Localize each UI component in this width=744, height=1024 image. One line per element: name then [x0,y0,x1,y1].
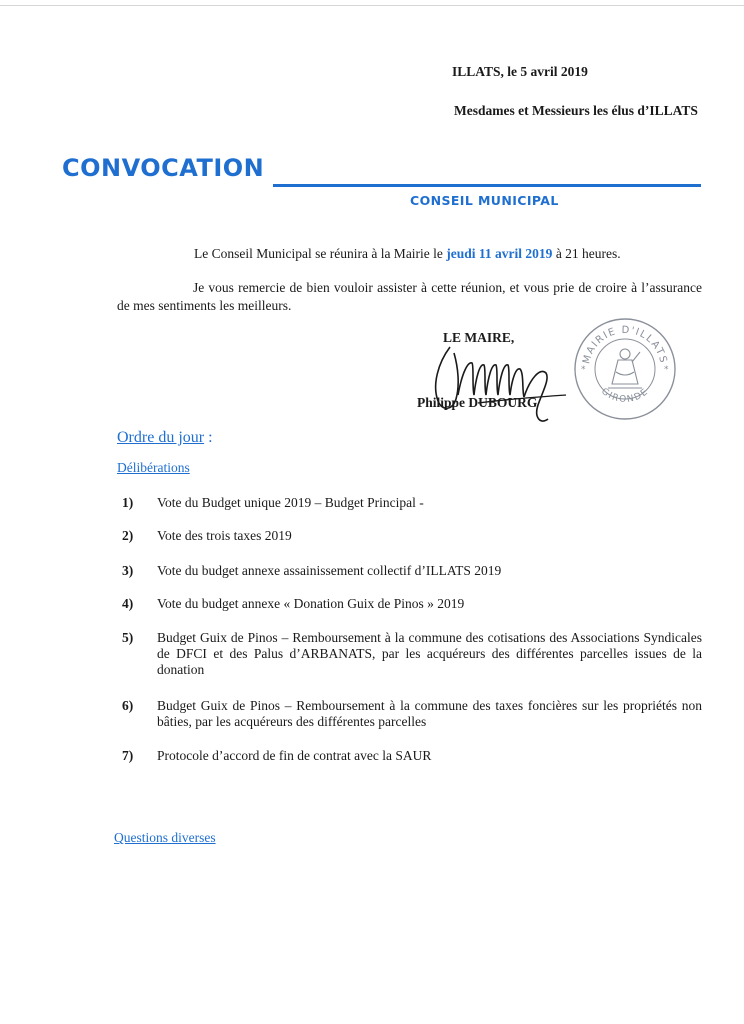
agenda-item-text: Vote du budget annexe assainissement collectif d’ILLATS 2019 [157,563,502,578]
agenda-item-text: Protocole d’accord de fin de contrat avec la SAUR [157,748,432,763]
agenda-item-number: 7) [122,748,134,763]
questions-diverses-heading: Questions diverses [114,830,216,845]
agenda-heading [117,429,213,447]
agenda-item-number: 5) [122,630,134,645]
agenda-item-number: 6) [122,698,134,713]
stamp-bottom-text: GIRONDE [599,386,651,405]
recipients-line: Mesdames et Messieurs les élus d’ILLATS [454,103,698,118]
agenda-item-text: Budget Guix de Pinos – Remboursement à la commune des taxes foncières sur les propriétés non bâties, par les acquéreurs des différentes parcelles [157,698,702,729]
signer-role: LE MAIRE, [443,330,515,345]
page-top-rule [0,5,744,6]
meeting-date: jeudi 11 avril 2019 [446,246,553,261]
agenda-item-number: 2) [122,528,134,543]
date-line: ILLATS, le 5 avril 2019 [452,64,588,79]
signer-name: Philippe DUBOURG [417,395,538,410]
svg-text:*: * [581,365,586,375]
deliberations-heading: Délibérations [117,460,190,475]
agenda-item-number: 1) [122,495,134,510]
stamp-top-text: MAIRIE D'ILLATS [581,324,669,366]
agenda-item-number: 4) [122,596,134,611]
document-title: CONVOCATION [62,154,265,182]
agenda-item-text: Vote du Budget unique 2019 – Budget Principal - [157,495,424,510]
agenda-heading-text: Ordre du jour [117,429,205,446]
mairie-stamp [572,316,678,422]
agenda-item-text: Vote du budget annexe « Donation Guix de Pinos » 2019 [157,596,465,611]
agenda-item-text: Budget Guix de Pinos – Remboursement à la commune des cotisations des Associations Syndicales de DFCI et des Palus d’ARBANATS, par les acquéreurs des différentes parcelles issues de la donation [157,630,702,677]
agenda-item-number: 3) [122,563,134,578]
agenda-heading-suffix: : [204,429,213,446]
meeting-text-after: à 21 heures. [552,246,621,261]
svg-text:*: * [664,365,669,375]
closing-paragraph: Je vous remercie de bien vouloir assister à cette réunion, et vous prie de croire à l’assurance de mes sentiments les meilleurs. [117,280,702,313]
agenda-item-text: Vote des trois taxes 2019 [157,528,292,543]
handwritten-signature [428,333,568,433]
marianne-emblem-icon [608,349,642,388]
title-underline [273,184,701,187]
meeting-text-before: Le Conseil Municipal se réunira à la Mairie le [194,246,447,261]
document-subtitle: CONSEIL MUNICIPAL [410,193,559,208]
meeting-paragraph [194,246,621,262]
